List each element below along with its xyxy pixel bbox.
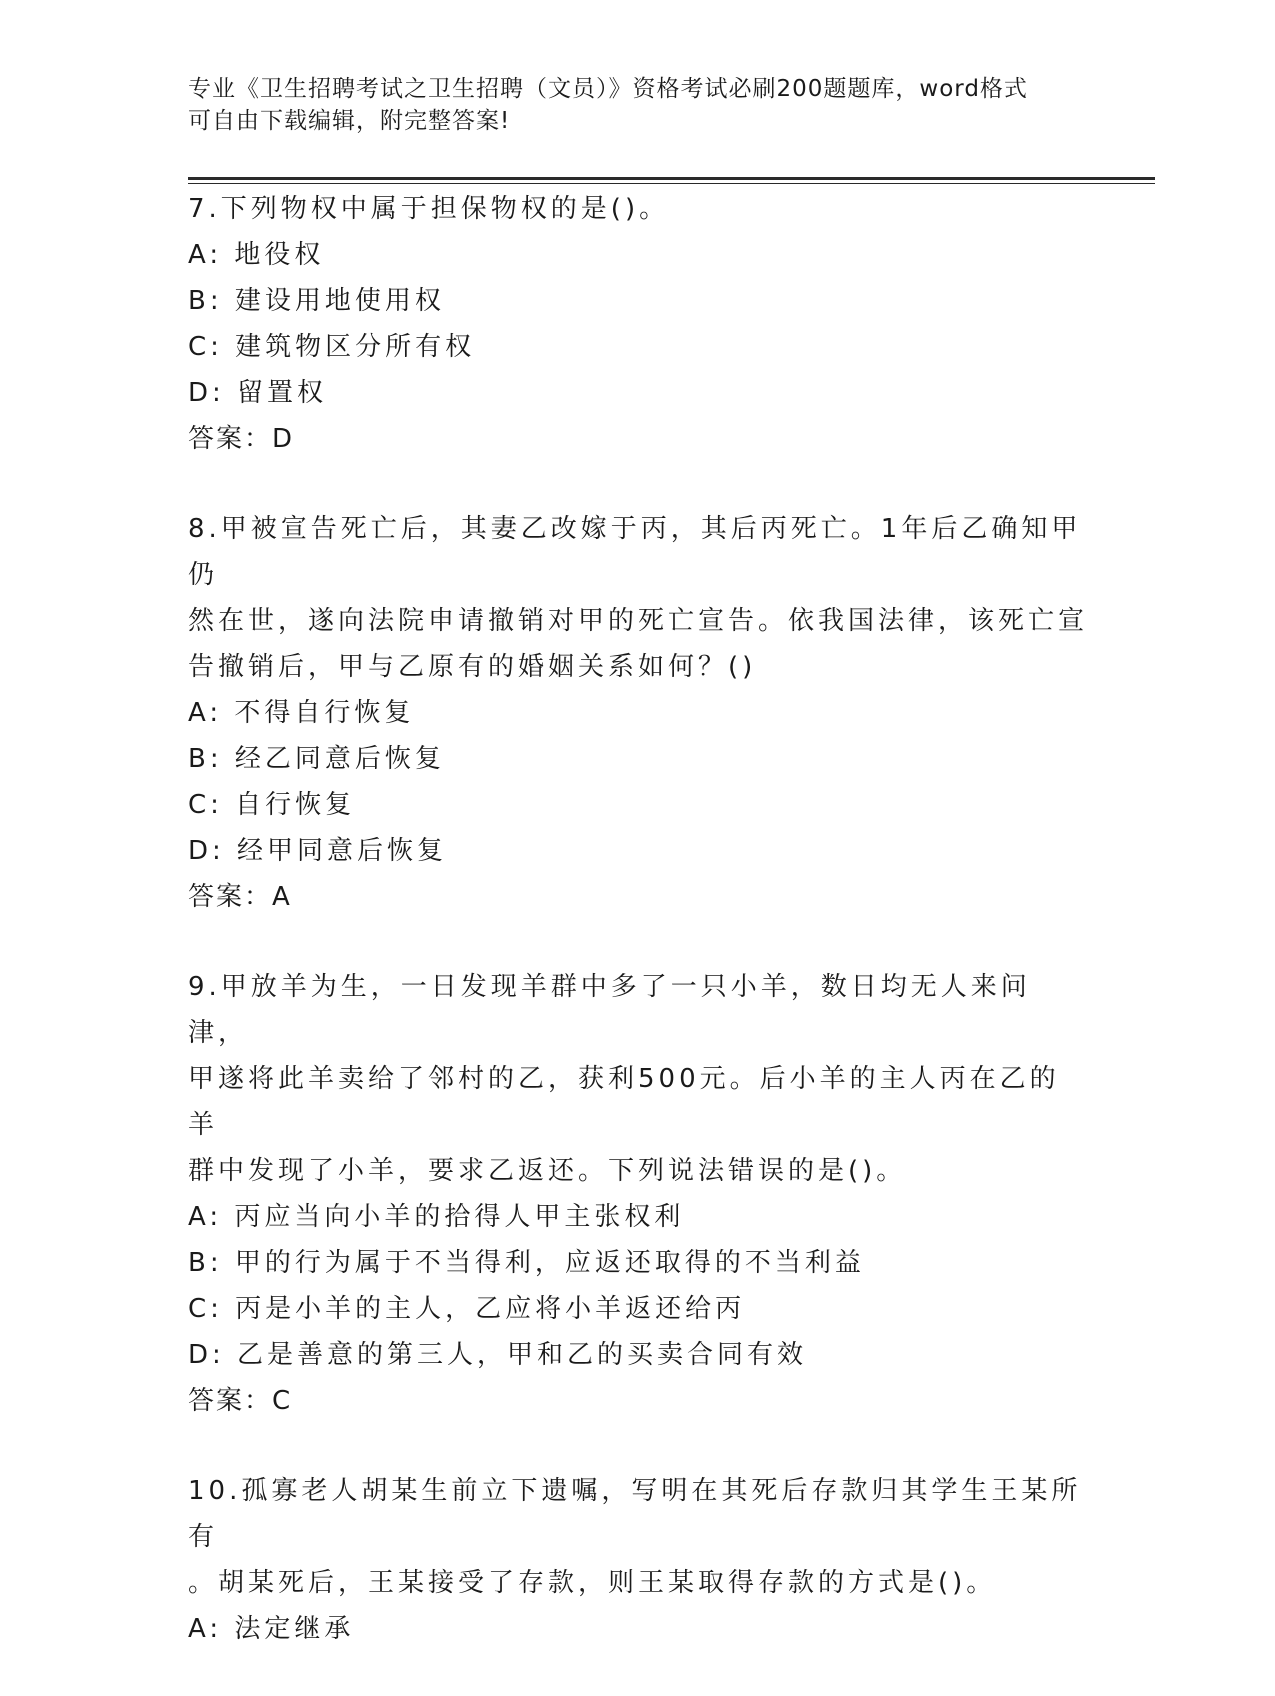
- question-text: 告撤销后，甲与乙原有的婚姻关系如何？(): [188, 652, 757, 682]
- question-text: 甲遂将此羊卖给了邻村的乙，获利500元。后小羊的主人丙在乙的羊: [188, 1064, 1060, 1140]
- option-a: A: 不得自行恢复: [188, 698, 415, 728]
- option-b: B: 经乙同意后恢复: [188, 744, 445, 774]
- question-text: 然在世，遂向法院申请撤销对甲的死亡宣告。依我国法律，该死亡宣: [188, 606, 1089, 636]
- option-a: A: 地役权: [188, 240, 325, 270]
- answer-label: 答案：C: [188, 1386, 293, 1416]
- option-b: B: 甲的行为属于不当得利，应返还取得的不当利益: [188, 1248, 865, 1278]
- header-line-2: 可自由下载编辑，附完整答案!: [188, 108, 511, 134]
- option-c: C: 丙是小羊的主人，乙应将小羊返还给丙: [188, 1294, 746, 1324]
- question-text: 10.孤寡老人胡某生前立下遗嘱，写明在其死后存款归其学生王某所有: [188, 1476, 1082, 1552]
- question-text: 7.下列物权中属于担保物权的是()。: [188, 194, 670, 224]
- question-text: 9.甲放羊为生，一日发现羊群中多了一只小羊，数日均无人来问津，: [188, 972, 1031, 1048]
- option-d: D: 经甲同意后恢复: [188, 836, 448, 866]
- question-list: [188, 186, 1088, 1696]
- question-7: [188, 186, 1088, 462]
- option-c: C: 自行恢复: [188, 790, 356, 820]
- question-text: 群中发现了小羊，要求乙返还。下列说法错误的是()。: [188, 1156, 907, 1186]
- option-a: A: 法定继承: [188, 1614, 355, 1644]
- document-header: [188, 73, 1088, 137]
- question-8: [188, 506, 1088, 920]
- option-d: D: 留置权: [188, 378, 328, 408]
- question-10: [188, 1468, 1088, 1652]
- answer-label: 答案：A: [188, 882, 292, 912]
- question-text: 8.甲被宣告死亡后，其妻乙改嫁于丙，其后丙死亡。1年后乙确知甲仍: [188, 514, 1082, 590]
- option-a: A: 丙应当向小羊的拾得人甲主张权利: [188, 1202, 685, 1232]
- option-d: D: 乙是善意的第三人，甲和乙的买卖合同有效: [188, 1340, 808, 1370]
- header-line-1: 专业《卫生招聘考试之卫生招聘（文员）》资格考试必刷200题题库，word格式: [188, 76, 1028, 102]
- header-divider-thick: [188, 177, 1155, 180]
- option-b: B: 建设用地使用权: [188, 286, 445, 316]
- option-c: C: 建筑物区分所有权: [188, 332, 476, 362]
- question-text: 。胡某死后，王某接受了存款，则王某取得存款的方式是()。: [188, 1568, 997, 1598]
- header-divider-thin: [188, 183, 1155, 184]
- question-9: [188, 964, 1088, 1424]
- answer-label: 答案：D: [188, 424, 295, 454]
